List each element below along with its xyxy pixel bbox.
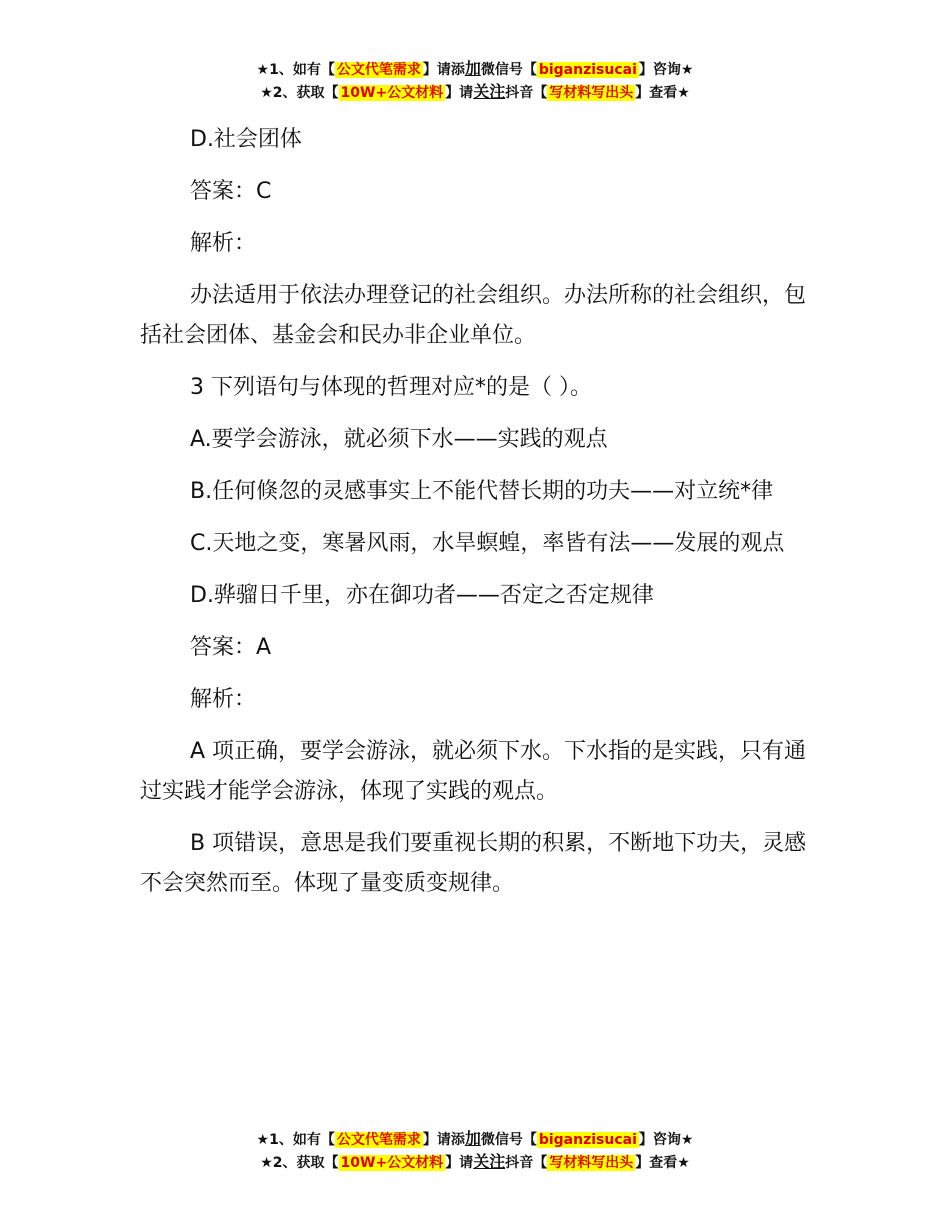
banner-line-2 (0, 1151, 950, 1174)
paragraph: A.要学会游泳，就必须下水——实践的观点 (190, 427, 608, 452)
banner-text: ★2、获取【 (260, 1155, 339, 1171)
paragraph: B 项错误，意思是我们要重视长期的积累，不断地下功夫，灵感不会突然而至。体现了量变质变规律。 (140, 831, 807, 896)
banner-emphasis: 加 (464, 1129, 481, 1148)
banner-highlight: 写材料写出头 (549, 85, 634, 101)
paragraph: D.社会团体 (190, 127, 302, 152)
banner-text: 】查看★ (635, 85, 690, 101)
banner-text: 】咨询★ (638, 1132, 694, 1148)
paragraph: 答案：C (190, 179, 272, 204)
banner-highlight: biganzisucai (538, 62, 637, 78)
banner-text: 】请 (445, 1155, 474, 1171)
paragraph: A 项正确，要学会游泳，就必须下水。下水指的是实践，只有通过实践才能学会游泳，体现了实践的观点。 (140, 739, 807, 804)
banner-text: 抖音【 (505, 85, 548, 101)
paragraph: 办法适用于依法办理登记的社会组织。办法所称的社会组织，包括社会团体、基金会和民办非企业单位。 (140, 283, 807, 348)
paragraph: B.任何倏忽的灵感事实上不能代替长期的功夫——对立统*律 (190, 479, 774, 504)
banner-highlight: 公文代笔需求 (336, 62, 421, 78)
banner-highlight: 公文代笔需求 (336, 1132, 421, 1148)
document-body (140, 120, 812, 916)
banner-text: 微信号【 (480, 1132, 537, 1148)
paragraph: C.天地之变，寒暑风雨，水旱螟蝗，率皆有法——发展的观点 (190, 531, 785, 556)
banner-line-1 (0, 58, 950, 81)
banner-text: 】请添 (422, 62, 465, 78)
paragraph: 答案：A (190, 635, 272, 660)
banner-highlight: 10W+公文材料 (340, 1155, 444, 1171)
paragraph: 解析： (190, 687, 257, 712)
banner-highlight: 10W+公文材料 (340, 85, 444, 101)
banner-line-2 (0, 81, 950, 104)
paragraph: D.骅骝日千里，亦在御功者——否定之否定规律 (190, 583, 654, 608)
banner-text: ★1、如有【 (256, 62, 335, 78)
banner-text: ★2、获取【 (260, 85, 339, 101)
banner-emphasis: 关注 (473, 1152, 506, 1171)
footer-banner (0, 1128, 950, 1174)
paragraph: 3 下列语句与体现的哲理对应*的是（ ）。 (190, 375, 592, 400)
banner-line-1 (0, 1128, 950, 1151)
banner-highlight: 写材料写出头 (549, 1155, 634, 1171)
banner-text: 】查看★ (635, 1155, 690, 1171)
banner-text: 抖音【 (505, 1155, 548, 1171)
banner-text: ★1、如有【 (256, 1132, 335, 1148)
banner-text: 微信号【 (480, 62, 537, 78)
banner-emphasis: 加 (464, 59, 481, 78)
banner-emphasis: 关注 (473, 82, 506, 101)
banner-highlight: biganzisucai (538, 1132, 637, 1148)
banner-text: 】请添 (422, 1132, 465, 1148)
paragraph: 解析： (190, 231, 257, 256)
banner-text: 】请 (445, 85, 474, 101)
banner-text: 】咨询★ (638, 62, 694, 78)
header-banner (0, 58, 950, 104)
